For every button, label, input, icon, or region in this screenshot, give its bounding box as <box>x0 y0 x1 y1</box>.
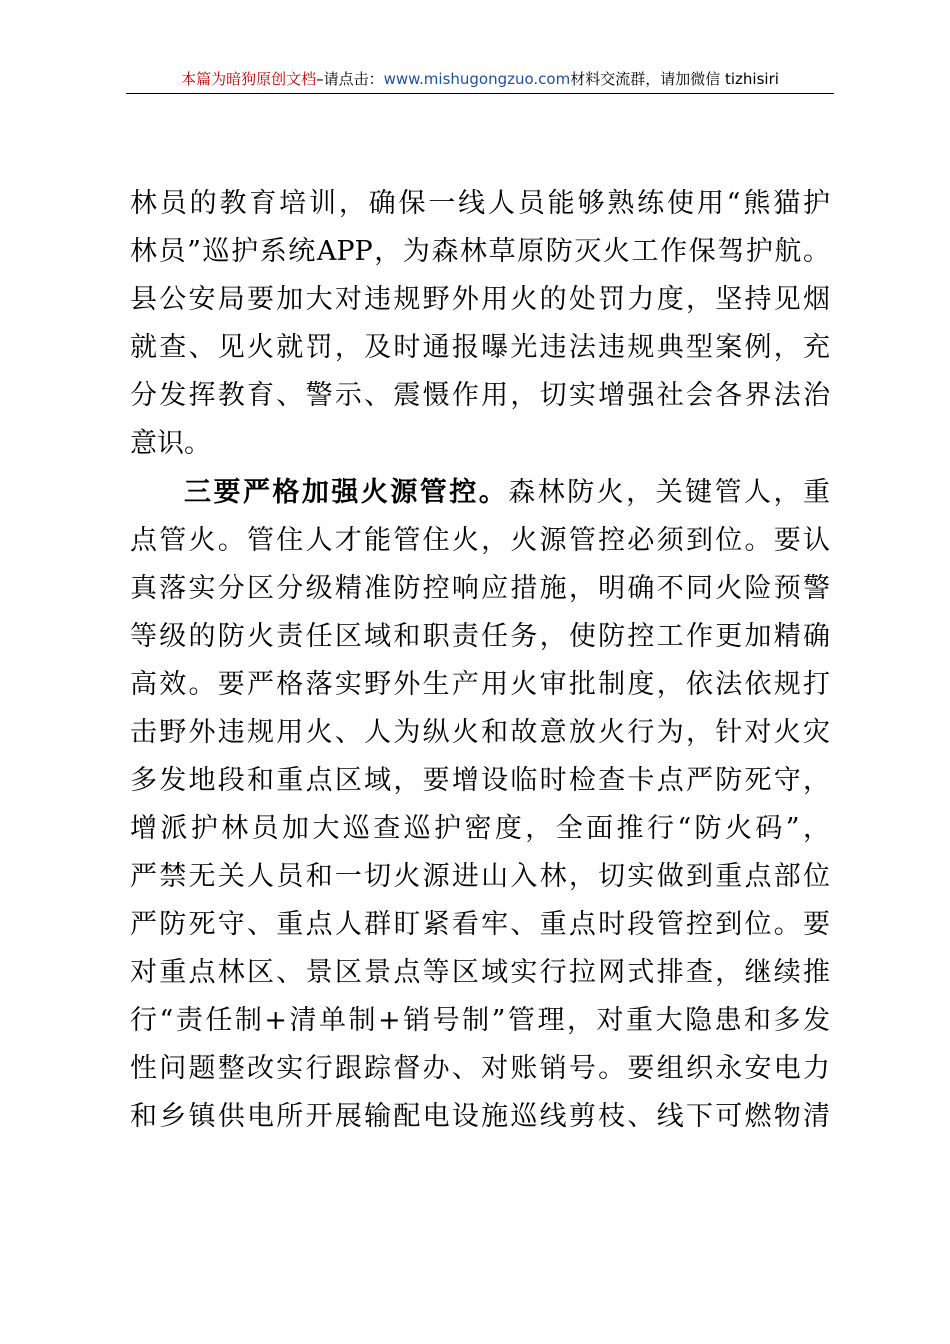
text-line: 行“责任制+清单制+销号制”管理，对重大隐患和多发 <box>130 1005 830 1036</box>
section-heading: 三要严格加强火源管控。 <box>184 477 509 508</box>
text-line: 等级的防火责任区域和职责任务，使防控工作更加精确 <box>130 621 830 652</box>
text-line: 高效。要严格落实野外生产用火审批制度，依法依规打 <box>130 669 830 700</box>
text-line: 县公安局要加大对违规野外用火的处罚力度，坚持见烟 <box>130 284 830 315</box>
text-line-first <box>184 469 830 517</box>
header-contact-text: 材料交流群，请加微信 tizhisiri <box>570 70 779 88</box>
header-divider <box>126 93 834 94</box>
header-url-link[interactable]: www.mishugongzuo.com <box>383 70 571 88</box>
text-line: 意识。 <box>130 428 211 459</box>
text-line: 点管火。管住人才能管住火，火源管控必须到位。要认 <box>130 525 830 556</box>
text-line: 就查、见火就罚，及时通报曝光违法违规典型案例，充 <box>130 332 830 363</box>
header-brand-text: 本篇为暗狗原创文档 <box>181 70 317 88</box>
text-line: 林员的教育培训，确保一线人员能够熟练使用“熊猫护 <box>130 188 830 219</box>
text-line: 和乡镇供电所开展输配电设施巡线剪枝、线下可燃物清 <box>130 1101 830 1132</box>
text-line: 分发挥教育、警示、震慑作用，切实增强社会各界法治 <box>130 380 830 411</box>
page-header <box>126 68 834 90</box>
text-line: 性问题整改实行跟踪督办、对账销号。要组织永安电力 <box>130 1053 830 1084</box>
text-line: 林员”巡护系统APP，为森林草原防灭火工作保驾护航。 <box>130 236 830 267</box>
header-prompt-text: –请点击： <box>316 70 384 88</box>
text-line: 击野外违规用火、人为纵火和故意放火行为，针对火灾 <box>130 717 830 748</box>
text-line: 严防死守、重点人群盯紧看牢、重点时段管控到位。要 <box>130 909 830 940</box>
text-line: 增派护林员加大巡查巡护密度，全面推行“防火码”， <box>130 813 830 844</box>
text-line: 严禁无关人员和一切火源进山入林，切实做到重点部位 <box>130 861 830 892</box>
text-run: 森林防火，关键管人，重 <box>508 477 831 508</box>
text-line: 对重点林区、景区景点等区域实行拉网式排查，继续推 <box>130 957 830 988</box>
text-line: 多发地段和重点区域，要增设临时检查卡点严防死守， <box>130 765 830 796</box>
text-line: 真落实分区分级精准防控响应措施，明确不同火险预警 <box>130 573 830 604</box>
